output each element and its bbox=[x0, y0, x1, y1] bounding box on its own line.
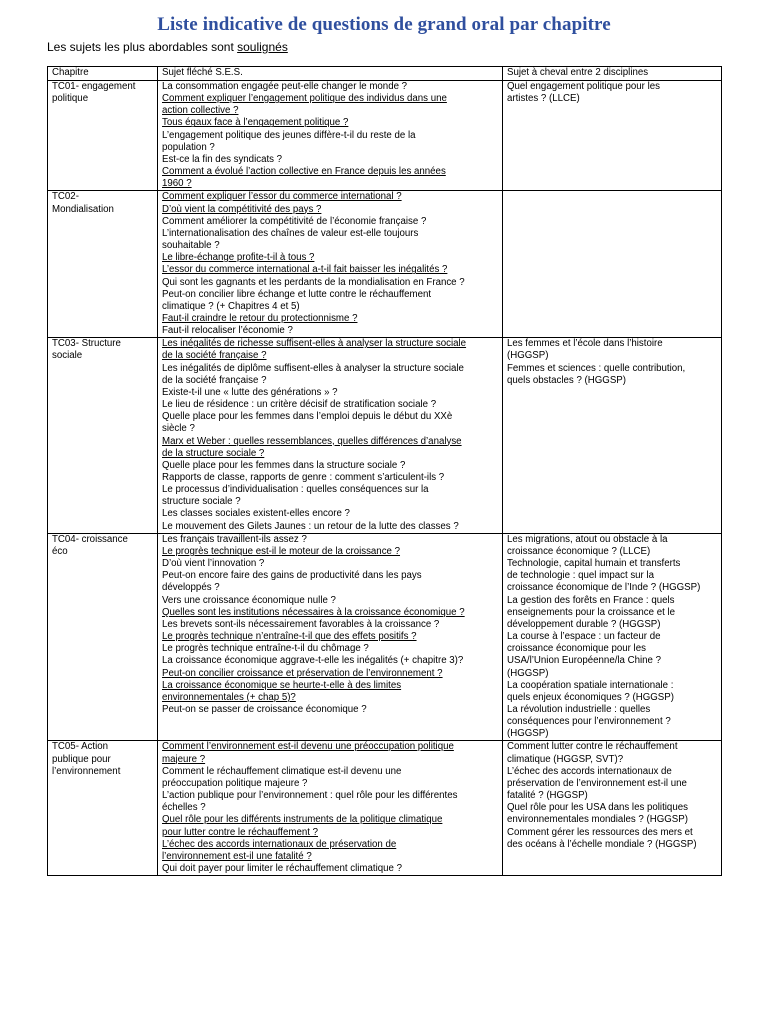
cross-subject-line: artistes ? (LLCE) bbox=[507, 93, 580, 105]
ses-question-line: Quel rôle pour les différents instruments de la politique climatique bbox=[162, 814, 443, 826]
ses-question-line: Comment améliorer la compétitivité de l’économie française ? bbox=[162, 215, 427, 227]
cross-subject-line: quels enjeux économiques ? (HGGSP) bbox=[507, 691, 674, 703]
ses-question-line: D’où vient l’innovation ? bbox=[162, 558, 265, 570]
table-row bbox=[48, 191, 722, 338]
cross-subject-line: conséquences pour l’environnement ? bbox=[507, 716, 671, 728]
ses-question-line: Faut-il relocaliser l’économie ? bbox=[162, 325, 293, 337]
ses-question-cell bbox=[158, 338, 503, 534]
ses-question-line: Peut-on encore faire des gains de productivité dans les pays bbox=[162, 570, 422, 582]
cross-subject-line: fatalité ? (HGGSP) bbox=[507, 790, 588, 802]
ses-question-line: siècle ? bbox=[162, 423, 195, 435]
cross-subject-line: (HGGSP) bbox=[507, 350, 549, 362]
cross-subject-line: croissance économique pour les bbox=[507, 643, 646, 655]
ses-question-line: climatique ? (+ Chapitres 4 et 5) bbox=[162, 300, 300, 312]
cross-subject-line: (HGGSP) bbox=[507, 667, 549, 679]
chapter-label-line: TC02- bbox=[52, 191, 79, 203]
cross-subject-line: USA/l’Union Européenne/la Chine ? bbox=[507, 655, 662, 667]
cross-subject-cell bbox=[503, 533, 722, 741]
chapter-cell bbox=[48, 191, 158, 338]
ses-question-line: Les inégalités de richesse suffisent-elles à analyser la structure sociale bbox=[162, 338, 467, 350]
cross-subject-line: Quel engagement politique pour les bbox=[507, 81, 660, 92]
cross-subject-line: croissance économique de l’Inde ? (HGGSP) bbox=[507, 582, 701, 594]
ses-question-line: de la société française ? bbox=[162, 374, 267, 386]
ses-question-line: développés ? bbox=[162, 582, 220, 594]
cross-subject-line: Les migrations, atout ou obstacle à la bbox=[507, 533, 668, 545]
ses-question-line: environnementales (+ chap 5)? bbox=[162, 691, 296, 703]
cross-subject-line: croissance économique ? (LLCE) bbox=[507, 545, 651, 557]
cross-subject-line: climatique (HGGSP, SVT)? bbox=[507, 753, 624, 765]
chapter-label-line: l’environnement bbox=[52, 765, 121, 777]
chapter-label-line: TC04- croissance bbox=[52, 533, 128, 545]
table-row bbox=[48, 338, 722, 534]
table-row bbox=[48, 81, 722, 191]
ses-question-line: L’échec des accords internationaux de préservation de bbox=[162, 838, 397, 850]
ses-question-line: Peut-on se passer de croissance économique ? bbox=[162, 703, 367, 715]
ses-question-line: Comment expliquer l’essor du commerce international ? bbox=[162, 191, 402, 203]
chapter-cell bbox=[48, 81, 158, 191]
chapter-label-line: politique bbox=[52, 93, 89, 105]
ses-question-line: de la société française ? bbox=[162, 350, 267, 362]
ses-question-line: L’essor du commerce international a-t-il fait baisser les inégalités ? bbox=[162, 264, 448, 276]
table-header-row bbox=[48, 67, 722, 81]
ses-question-line: Qui doit payer pour limiter le réchauffement climatique ? bbox=[162, 863, 402, 874]
ses-question-line: Le processus d’individualisation : quelles conséquences sur la bbox=[162, 484, 429, 496]
ses-question-line: Existe-t-il une « lutte des générations » ? bbox=[162, 386, 338, 398]
ses-question-line: Faut-il craindre le retour du protectionnisme ? bbox=[162, 312, 358, 324]
ses-question-line: Le lieu de résidence : un critère décisif de stratification sociale ? bbox=[162, 399, 437, 411]
ses-question-line: D’où vient la compétitivité des pays ? bbox=[162, 203, 322, 215]
chapter-label-line: éco bbox=[52, 545, 68, 557]
ses-question-line: Les classes sociales existent-elles encore ? bbox=[162, 508, 350, 520]
cross-subject-line: préservation de l’environnement est-il une bbox=[507, 777, 687, 789]
cross-subject-line: développement durable ? (HGGSP) bbox=[507, 618, 661, 630]
ses-question-line: Le progrès technique entraîne-t-il du chômage ? bbox=[162, 643, 369, 655]
ses-question-line: majeure ? bbox=[162, 753, 206, 765]
cross-subject-line: Comment gérer les ressources des mers et bbox=[507, 826, 693, 838]
subtitle-text: Les sujets les plus abordables sont bbox=[47, 40, 238, 54]
cross-subject-cell bbox=[503, 191, 722, 338]
cross-subject-line: La révolution industrielle : quelles bbox=[507, 703, 651, 715]
ses-question-line: Les brevets sont-ils nécessairement favorables à la croissance ? bbox=[162, 618, 440, 630]
ses-question-line: Quelle place pour les femmes dans la structure sociale ? bbox=[162, 459, 406, 471]
ses-question-cell bbox=[158, 191, 503, 338]
chapter-cell bbox=[48, 741, 158, 876]
cross-subject-line: (HGGSP) bbox=[507, 728, 549, 740]
cross-subject-line: Quel rôle pour les USA dans les politiques bbox=[507, 802, 688, 814]
cross-subject-cell bbox=[503, 81, 722, 191]
ses-question-line: Peut-on concilier libre échange et lutte contre le réchauffement bbox=[162, 288, 432, 300]
chapter-label-line: TC03- Structure bbox=[52, 338, 121, 350]
cross-subject-line: Comment lutter contre le réchauffement bbox=[507, 741, 678, 753]
ses-question-line: L’internationalisation des chaînes de valeur est-elle toujours bbox=[162, 227, 419, 239]
chapter-cell bbox=[48, 533, 158, 741]
ses-question-line: population ? bbox=[162, 141, 215, 153]
cross-subject-cell bbox=[503, 338, 722, 534]
ses-question-line: 1960 ? bbox=[162, 178, 192, 190]
chapter-label-line: publique pour bbox=[52, 753, 111, 765]
ses-question-line: Comment expliquer l’engagement politique des individus dans une bbox=[162, 93, 447, 105]
cross-subject-line: enseignements pour la croissance et le bbox=[507, 606, 676, 618]
table-row bbox=[48, 533, 722, 741]
cross-subject-line: L’échec des accords internationaux de bbox=[507, 765, 672, 777]
cross-subject-cell bbox=[503, 741, 722, 876]
table-body bbox=[48, 81, 722, 876]
ses-question-line: de la structure sociale ? bbox=[162, 447, 265, 459]
cross-subject-line: La course à l’espace : un facteur de bbox=[507, 631, 661, 643]
header-chapter: Chapitre bbox=[48, 67, 158, 81]
ses-question-line: Qui sont les gagnants et les perdants de la mondialisation en France ? bbox=[162, 276, 465, 288]
chapter-label-line: Mondialisation bbox=[52, 203, 114, 215]
ses-question-line: Les français travaillent-ils assez ? bbox=[162, 533, 307, 545]
subtitle bbox=[47, 40, 288, 54]
questions-table bbox=[47, 66, 722, 876]
cross-subject-line: La coopération spatiale internationale : bbox=[507, 679, 674, 691]
cross-subject-line: La gestion des forêts en France : quels bbox=[507, 594, 675, 606]
chapter-cell bbox=[48, 338, 158, 534]
ses-question-line: Peut-on concilier croissance et préservation de l’environnement ? bbox=[162, 667, 443, 679]
chapter-label-line: TC01- engagement bbox=[52, 81, 136, 92]
ses-question-line: Quelles sont les institutions nécessaires à la croissance économique ? bbox=[162, 606, 465, 618]
ses-question-line: Est-ce la fin des syndicats ? bbox=[162, 153, 283, 165]
cross-subject-line: des océans à l’échelle mondiale ? (HGGSP) bbox=[507, 838, 697, 850]
ses-question-line: La consommation engagée peut-elle changer le monde ? bbox=[162, 81, 408, 92]
ses-question-line: La croissance économique aggrave-t-elle les inégalités (+ chapitre 3)? bbox=[162, 655, 464, 667]
cross-subject-line: Les femmes et l’école dans l’histoire bbox=[507, 338, 663, 350]
ses-question-line: action collective ? bbox=[162, 105, 239, 117]
ses-question-line: souhaitable ? bbox=[162, 240, 220, 252]
ses-question-line: Tous égaux face à l’engagement politique ? bbox=[162, 117, 349, 129]
ses-question-line: pour lutter contre le réchauffement ? bbox=[162, 826, 318, 838]
cross-subject-line: quels obstacles ? (HGGSP) bbox=[507, 374, 626, 386]
ses-question-line: Comment l’environnement est-il devenu une préoccupation politique bbox=[162, 741, 454, 753]
ses-question-line: échelles ? bbox=[162, 802, 206, 814]
chapter-label-line: sociale bbox=[52, 350, 83, 362]
ses-question-line: L’action publique pour l’environnement : quel rôle pour les différentes bbox=[162, 790, 458, 802]
ses-question-line: Le libre-échange profite-t-il à tous ? bbox=[162, 252, 315, 264]
cross-subject-line: Technologie, capital humain et transferts bbox=[507, 558, 681, 570]
ses-question-line: Les inégalités de diplôme suffisent-elles à analyser la structure sociale bbox=[162, 362, 464, 374]
cross-subject-line: environnementales mondiales ? (HGGSP) bbox=[507, 814, 688, 826]
ses-question-line: préoccupation politique majeure ? bbox=[162, 777, 308, 789]
page-title: Liste indicative de questions de grand oral par chapitre bbox=[157, 14, 611, 35]
ses-question-cell bbox=[158, 533, 503, 741]
ses-question-line: Rapports de classe, rapports de genre : comment s’articulent-ils ? bbox=[162, 472, 445, 483]
table-row bbox=[48, 741, 722, 876]
ses-question-line: Comment a évolué l’action collective en France depuis les années bbox=[162, 166, 446, 178]
header-ses-subject: Sujet fléché S.E.S. bbox=[158, 67, 503, 81]
ses-question-line: Vers une croissance économique nulle ? bbox=[162, 594, 336, 606]
ses-question-line: Marx et Weber : quelles ressemblances, quelles différences d’analyse bbox=[162, 435, 462, 447]
ses-question-cell bbox=[158, 741, 503, 876]
ses-question-line: structure sociale ? bbox=[162, 496, 241, 508]
chapter-label-line: TC05- Action bbox=[52, 741, 108, 753]
ses-question-line: Le mouvement des Gilets Jaunes : un retour de la lutte des classes ? bbox=[162, 520, 459, 532]
ses-question-line: Quelle place pour les femmes dans l’emploi depuis le début du XXè bbox=[162, 411, 453, 423]
header-cross-subject: Sujet à cheval entre 2 disciplines bbox=[503, 67, 722, 81]
ses-question-line: Le progrès technique est-il le moteur de la croissance ? bbox=[162, 545, 401, 557]
cross-subject-line: de technologie : quel impact sur la bbox=[507, 570, 655, 582]
ses-question-line: La croissance économique se heurte-t-elle à des limites bbox=[162, 679, 402, 691]
cross-subject-line: Femmes et sciences : quelle contribution, bbox=[507, 362, 686, 374]
ses-question-line: L’engagement politique des jeunes diffère-t-il du reste de la bbox=[162, 129, 416, 141]
subtitle-emphasis: soulignés bbox=[237, 40, 288, 54]
ses-question-cell bbox=[158, 81, 503, 191]
ses-question-line: l’environnement est-il une fatalité ? bbox=[162, 850, 312, 862]
ses-question-line: Le progrès technique n’entraîne-t-il que des effets positifs ? bbox=[162, 631, 417, 643]
ses-question-line: Comment le réchauffement climatique est-il devenu une bbox=[162, 765, 402, 777]
